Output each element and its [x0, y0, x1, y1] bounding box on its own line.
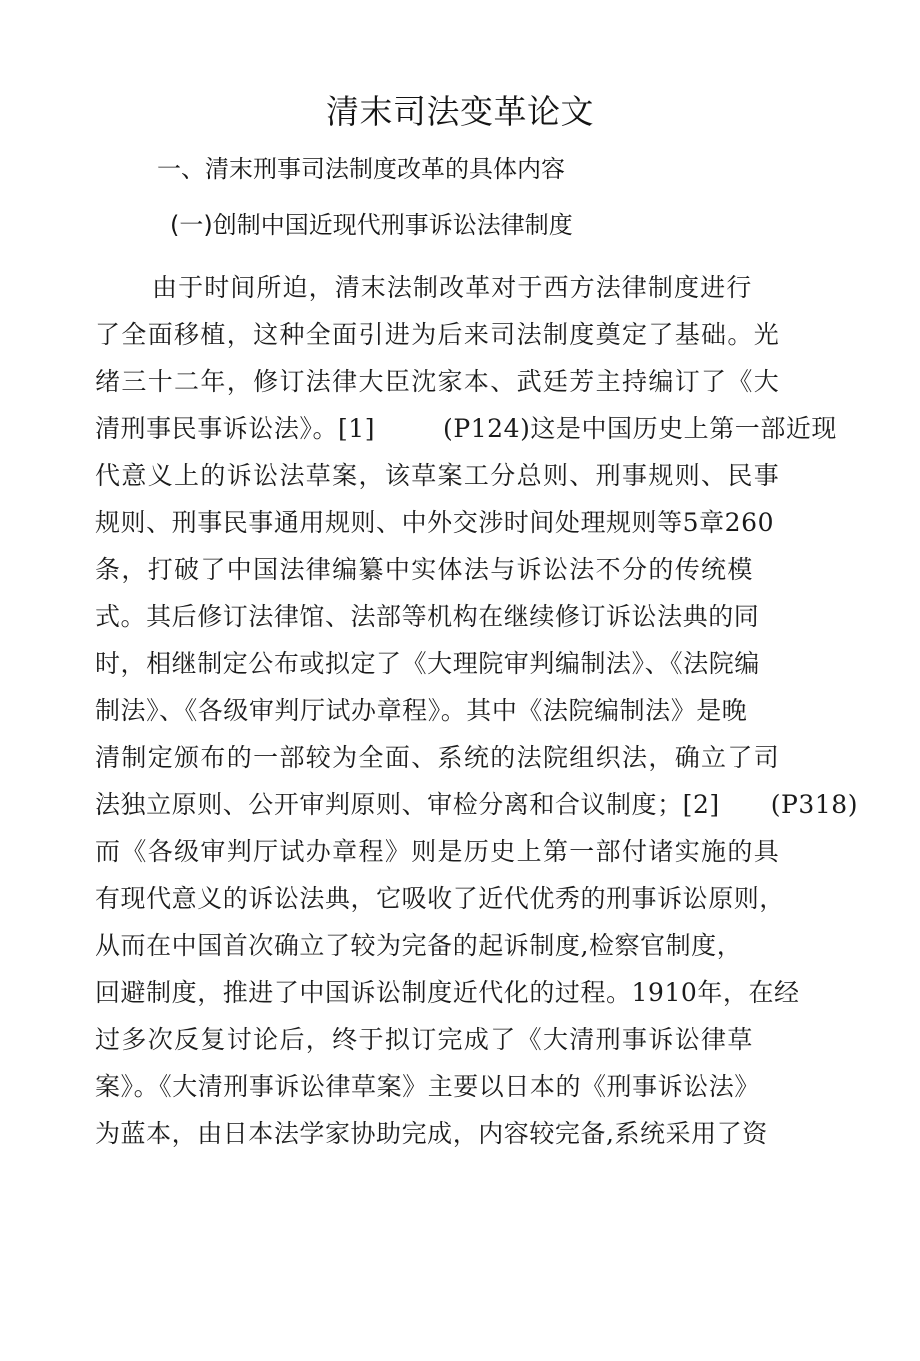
body-line: 案》。《大清刑事诉讼律草案》主要以日本的《刑事诉讼法》	[95, 1072, 760, 1101]
body-line: 清制定颁布的一部较为全面、系统的法院组织法，确立了司	[95, 743, 781, 772]
body-line: 代意义上的诉讼法草案，该草案工分总则、刑事规则、民事	[95, 461, 781, 490]
body-line: 从而在中国首次确立了较为完备的起诉制度,检察官制度，	[95, 931, 743, 960]
body-line: 而《各级审判厅试办章程》则是历史上第一部付诸实施的具	[95, 837, 781, 866]
body-line: 了全面移植，这种全面引进为后来司法制度奠定了基础。光	[95, 320, 781, 349]
section-heading-level-2: (一)创制中国近现代刑事诉讼法律制度	[170, 211, 573, 239]
body-line: 有现代意义的诉讼法典，它吸收了近代优秀的刑事诉讼原则，	[95, 884, 785, 913]
body-line: 规则、刑事民事通用规则、中外交涉时间处理规则等5章260	[95, 508, 775, 537]
body-line: 式。其后修订法律馆、法部等机构在继续修订诉讼法典的同	[95, 602, 760, 631]
body-line: 条，打破了中国法律编纂中实体法与诉讼法不分的传统模	[95, 555, 754, 584]
body-line: 由于时间所迫，清末法制改革对于西方法律制度进行	[152, 273, 753, 302]
body-line: 为蓝本，由日本法学家协助完成，内容较完备,系统采用了资	[95, 1119, 768, 1148]
body-line: 制法》、《各级审判厅试办章程》。其中《法院编制法》是晚	[95, 696, 748, 725]
body-line: 回避制度，推进了中国诉讼制度近代化的过程。1910年，在经	[95, 978, 800, 1007]
body-line: 清刑事民事诉讼法》。[1] (P124)这是中国历史上第一部近现	[95, 414, 837, 443]
body-line: 过多次反复讨论后，终于拟订完成了《大清刑事诉讼律草	[95, 1025, 754, 1054]
body-line: 绪三十二年，修订法律大臣沈家本、武廷芳主持编订了《大	[95, 367, 781, 396]
page-title: 清末司法变革论文	[326, 92, 594, 131]
body-line: 法独立原则、公开审判原则、审检分离和合议制度；[2] (P318)	[95, 790, 859, 819]
body-line: 时，相继制定公布或拟定了《大理院审判编制法》、《法院编	[95, 649, 760, 678]
section-heading-level-1: 一、清末刑事司法制度改革的具体内容	[157, 155, 565, 183]
body-paragraph	[95, 264, 859, 1157]
